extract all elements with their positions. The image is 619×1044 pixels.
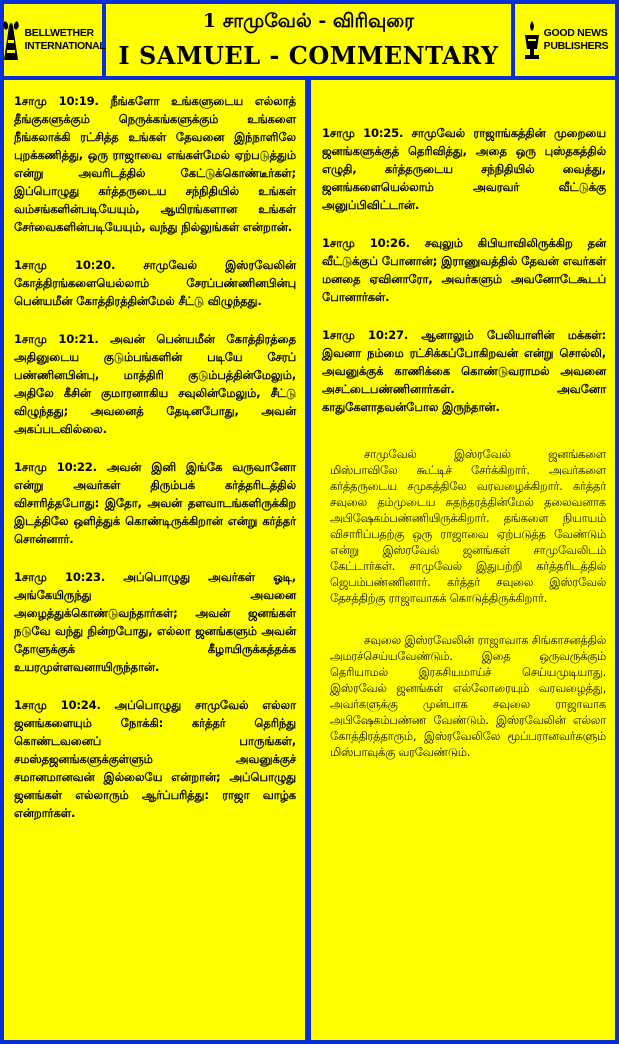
- title-english: I SAMUEL - COMMENTARY: [118, 41, 499, 70]
- commentary-paragraph: சவுலை இஸ்ரவேலின் ராஜாவாக சிங்காசனத்தில் அமரச்செய்யவேண்டும். இதை ஒருவருக்கும் தெரியாமல் இரகசியமாய்ச் செய்யமுடியாது. இஸ்ரவேல் ஜனங்கள் எல்லோரையும் வரவழைத்து, அவர்களுக்கு முன்பாக சவுலை ராஜாவாக அபிஷேகம்பண்ண வேண்டும். இஸ்ரவேலின் எல்லா கோத்திரத்தாரும், இஸ்ரவேலிலே மூப்பரானவர்களும் மிஸ்பாவுக்கு வரவேண்டும்.: [330, 633, 606, 759]
- good-news-logo: [515, 4, 615, 76]
- verse-10-21: 1சாமு 10:21. அவன் பென்யமீன் கோத்திரத்தை அதினுடைய குடும்பங்களின் படியே சேரப் பண்ணினபின்பு, மாத்திரி குடும்பத்தின்மேலும், அதிலே கீசின் குமாரனாகிய சவுலின்மேலும், சீட்டு விழுந்தது; அவனைத் தேடினபோது, அவன் அகப்படவில்லை.: [14, 332, 296, 436]
- verse-10-20: 1சாமு 10:20. சாமுவேல் இஸ்ரவேலின் கோத்திரங்களையெல்லாம் சேரப்பண்ணினபின்பு பென்யமீன் கோத்திரத்தின்மேல் சீட்டு விழுந்தது.: [14, 258, 296, 308]
- commentary-paragraph: சாமுவேல் இஸ்ரவேல் ஜனங்களை மிஸ்பாவிலே கூட்டிச் சேர்க்கிறார். அவர்களை கர்த்தருடைய சமுகத்திலே வரவழைக்கிறார். கர்த்தர் சவுலை தம்முடைய சுதந்தரத்தின்மேல் தலைவனாக அபிஷேகம்பண்ணியிருக்கிறார். தங்களை நியாயம் விசாரிப்பதற்கு ஒரு ராஜாவை ஏற்படுத்த வேண்டும் என்று இஸ்ரவேல் ஜனங்கள் சாமுவேலிடம் கேட்டார்கள். சாமுவேல் இதுபற்றி கர்த்தரிடத்தில் ஜெபம்பண்ணினார். கர்த்தர் சவுலை இஸ்ரவேல் தேசத்திற்கு ராஜாவாகக் கொடுத்திருக்கிறார்.: [330, 447, 606, 605]
- title-box: [106, 4, 511, 76]
- verse-10-22: 1சாமு 10:22. அவன் இனி இங்கே வருவானோ என்று அவர்கள் திரும்பக் கர்த்தரிடத்தில் விசாரித்தபோது: இதோ, அவன் தளவாடங்களிருக்கிற இடத்திலே ஒளித்துக் கொண்டிருக்கிறான் என்று கர்த்தர் சொன்னார்.: [14, 460, 296, 546]
- good-news-logo-text: GOOD NEWS PUBLISHERS: [543, 27, 609, 52]
- lamp-icon: [522, 19, 542, 61]
- right-column: [311, 80, 615, 1040]
- left-column: [4, 80, 305, 1040]
- verse-10-27: 1சாமு 10:27. ஆனாலும் பேலியாளின் மக்கள்: இவனா நம்மை ரட்சிக்கப்போகிறவன் என்று சொல்லி, அவனுக்குக் காணிக்கை கொண்டுவராமல் அவனை அசட்டைபண்ணினார்கள். அவனோ காதுகேளாதவன்போல இருந்தான்.: [322, 328, 606, 414]
- bellwether-ram-icon: [0, 18, 22, 62]
- bellwether-logo-text: BELLWETHER INTERNATIONAL: [24, 27, 106, 52]
- verse-10-23: 1சாமு 10:23. அப்பொழுது அவர்கள் ஓடி, அங்கேயிருந்து அவனை அழைத்துக்கொண்டுவந்தார்கள்; அவன் ஜனங்கள் நடுவே வந்து நின்றபோது, எல்லா ஜனங்களும் அவன் தோளுக்குக் கீழாயிருக்கத்தக்க உயரமுள்ளவனாயிருந்தான்.: [14, 570, 296, 674]
- bellwether-logo: [4, 4, 106, 76]
- verse-10-26: 1சாமு 10:26. சவுலும் கிபியாவிலிருக்கிற தன் வீட்டுக்குப் போனான்; இராணுவத்தில் தேவன் எவர்கள் மனதை ஏவினாரோ, அவர்களும் அவனோடேகூடப் போனார்கள்.: [322, 236, 606, 304]
- verse-10-25: 1சாமு 10:25. சாமுவேல் ராஜாங்கத்தின் முறையை ஜனங்களுக்குத் தெரிவித்து, அதை ஒரு புஸ்தகத்தில் எழுதி, கர்த்தருடைய சந்நிதியில் வைத்து, ஜனங்களையெல்லாம் அவரவர் வீட்டுக்கு அனுப்பிவிட்டான்.: [322, 126, 606, 212]
- verse-10-19: 1சாமு 10:19. நீங்களோ உங்களுடைய எல்லாத் தீங்குகளுக்கும் நெருக்கங்களுக்கும் உங்களை நீங்கலாக்கி ரட்சித்த உங்கள் தேவனை இந்நாளிலே புறக்கணித்து, ஒரு ராஜாவை எங்கள்மேல் ஏற்படுத்தும் என்று அவரிடத்தில் கேட்டுக்கொண்டீர்கள்; இப்பொழுது கர்த்தருடைய சந்நிதியில் உங்கள் வம்சங்களின்படியேயும், ஆயிரங்களான உங்கள் சேர்வைகளின்படியேயும், வந்து நில்லுங்கள் என்றான்.: [14, 94, 296, 234]
- title-tamil: 1 சாமுவேல் - விரிவுரை: [202, 10, 415, 32]
- verse-10-24: 1சாமு 10:24. அப்பொழுது சாமுவேல் எல்லா ஜனங்களையும் நோக்கி: கர்த்தர் தெரிந்து கொண்டவனைப் பாருங்கள், சமஸ்தஜனங்களுக்குள்ளும் அவனுக்குச் சமானமானவன் இல்லையே என்றான்; அப்பொழுது ஜனங்கள் எல்லாரும் ஆர்ப்பரித்து: ராஜா வாழ்க என்றார்கள்.: [14, 698, 296, 820]
